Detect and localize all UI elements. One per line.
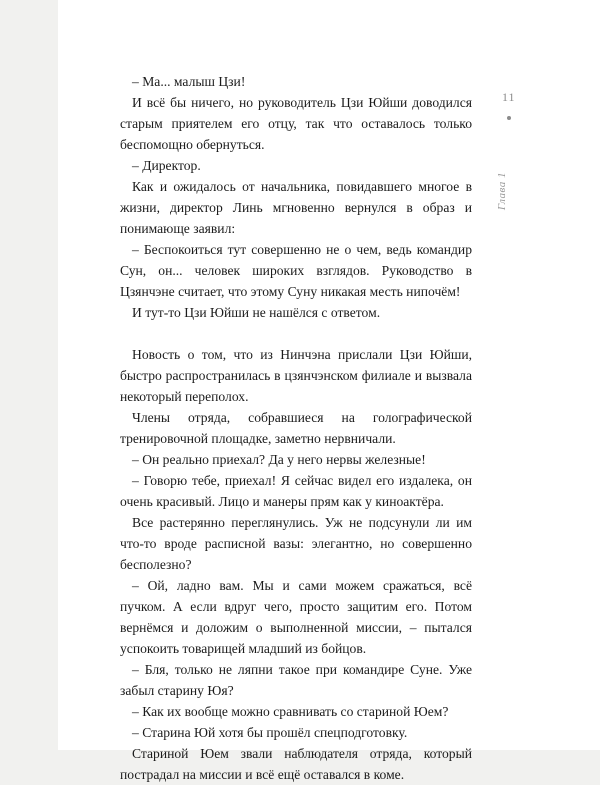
paragraph: Новость о том, что из Нинчэна прислали Цзи Юйши, быстро распространилась в цзянчэнском филиале и вызвала некоторый переполох. xyxy=(120,347,472,404)
paragraph: Стариной Юем звали наблюдателя отряда, который пострадал на миссии и всё ещё оставался в коме. xyxy=(120,746,472,782)
paragraph: – Старина Юй хотя бы прошёл спецподготовку. xyxy=(132,725,408,740)
paragraph: Как и ожидалось от начальника, повидавшего многое в жизни, директор Линь мгновенно вернулся в образ и понимающе заявил: xyxy=(120,179,472,236)
paragraph: – Как их вообще можно сравнивать со стариной Юем? xyxy=(132,704,449,719)
paragraph: – Бля, только не ляпни такое при командире Суне. Уже забыл старину Юя? xyxy=(120,662,472,698)
paragraph: – Беспокоиться тут совершенно не о чем, ведь командир Сун, он... человек широких взглядов. Руководство в Цзянчэне считает, что этому Суну никакая месть нипочём! xyxy=(120,242,472,299)
separator-dot-icon xyxy=(507,116,511,120)
paragraph: – Ой, ладно вам. Мы и сами можем сражаться, всё пучком. А если вдруг чего, просто защитим его. Потом вернёмся и доложим о выполненной миссии, – пытался успокоить товарищей младший из бойцов. xyxy=(120,578,472,656)
paragraph: – Говорю тебе, приехал! Я сейчас видел его издалека, он очень красивый. Лицо и манеры прям как у киноактёра. xyxy=(120,473,472,509)
paragraph: – Директор. xyxy=(132,158,201,173)
page-number: 11 xyxy=(502,90,516,104)
paragraph: – Ма... малыш Цзи! xyxy=(132,74,246,89)
paragraph: Члены отряда, собравшиеся на голографической тренировочной площадке, заметно нервничали. xyxy=(120,410,472,446)
paragraph: И всё бы ничего, но руководитель Цзи Юйши доводился старым приятелем его отцу, так что оставалось только беспомощно обернуться. xyxy=(120,95,472,152)
chapter-running-head: Глава 1 xyxy=(496,172,508,211)
paragraph: Все растерянно переглянулись. Уж не подсунули ли им что-то вроде расписной вазы: элегантно, но совершенно бесполезно? xyxy=(120,515,472,572)
paragraph: И тут-то Цзи Юйши не нашёлся с ответом. xyxy=(132,305,381,320)
section-break xyxy=(120,323,472,344)
body-text xyxy=(120,71,472,785)
paragraph: – Он реально приехал? Да у него нервы железные! xyxy=(132,452,426,467)
